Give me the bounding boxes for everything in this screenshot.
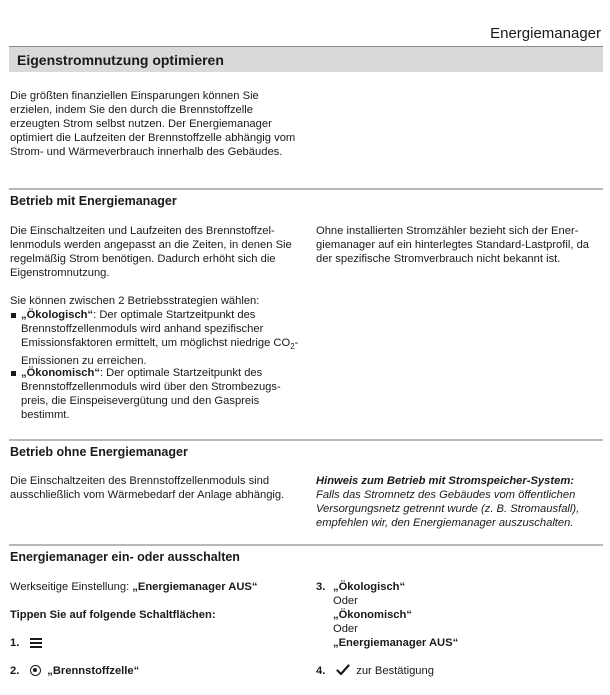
- bullet-icon: [11, 313, 16, 318]
- divider: [9, 544, 603, 546]
- list-item-oekonomisch: [10, 366, 300, 422]
- bestaetigung-label: zur Bestätigung: [356, 665, 434, 677]
- hinweis-box: [316, 474, 602, 530]
- step-4: [316, 664, 434, 678]
- divider: [9, 439, 603, 441]
- werks-value: „Energiemanager AUS“: [132, 581, 258, 593]
- step-number: 4.: [316, 665, 326, 677]
- oekologisch-text-end: -Emissionen zu erreichen.: [21, 337, 299, 368]
- step-number: 3.: [316, 581, 326, 593]
- strategien-intro: Sie können zwischen 2 Betriebsstrategien wählen:: [10, 295, 260, 307]
- step-3-options: [333, 580, 533, 650]
- oekologisch-label: „Ökologisch“: [21, 309, 94, 321]
- check-icon[interactable]: [336, 664, 350, 676]
- list-item-oekologisch: [10, 308, 300, 368]
- step-3: [316, 580, 459, 649]
- co2-subscript: 2: [290, 342, 295, 352]
- option-energiemanager-aus: „Energiemanager AUS“: [333, 637, 459, 649]
- betrieb-ohne-paragraph: Die Einschaltzeiten des Brennstoffzellenmoduls sind ausschließlich vom Wärmebedarf der Anlage abhängig.: [10, 475, 285, 501]
- heading-schalten: Energiemanager ein- oder ausschalten: [10, 550, 240, 564]
- bullet-icon: [11, 371, 16, 376]
- hinweis-text: Falls das Stromnetz des Gebäudes vom öffentlichen Versorgungsnetz getrennt wurde (z. B. Stromausfall), empfehlen wir, den Energiemanager auszuschalten.: [316, 489, 580, 529]
- step-2: [10, 664, 139, 678]
- oder-text: Oder: [333, 623, 358, 635]
- divider: [9, 188, 603, 190]
- step-number: 1.: [10, 637, 20, 649]
- menu-icon[interactable]: [30, 638, 42, 647]
- section-banner: [9, 46, 603, 72]
- step-number: 2.: [10, 665, 20, 677]
- option-oekologisch: „Ökologisch“: [333, 581, 406, 593]
- fuel-cell-icon[interactable]: [30, 665, 41, 676]
- werkseitige-einstellung: [10, 580, 298, 594]
- heading-betrieb-mit: Betrieb mit Energiemanager: [10, 194, 177, 208]
- intro-paragraph: Die größten finanziellen Einsparungen können Sie erzielen, indem Sie den durch die Brennstoffzelle erzeugten Strom selbst nutzen. Der Energiemanager optimiert die Laufzeiten der Brennstoffzelle abhängig vom Strom- und Wärmeverbrauch innerhalb des Gebäudes.: [10, 90, 296, 158]
- oekologisch-text: : Der optimale Startzeitpunkt des Brennstoffzellenmoduls wird anhand spezifischer Emissionsfaktoren ermittelt, um möglichst niedrige CO: [21, 309, 291, 349]
- step-1: [10, 636, 42, 650]
- betrieb-mit-paragraph: Die Einschaltzeiten und Laufzeiten des Brennstoffzellenmoduls werden angepasst an die Zeiten, in denen Sie regelmäßig Strom benötigen. Dadurch erhöht sich die Eigenstromnutzung.: [10, 225, 292, 279]
- page-header-title: Energiemanager: [490, 25, 601, 42]
- option-oekonomisch: „Ökonomisch“: [333, 609, 412, 621]
- stromzaehler-paragraph: Ohne installierten Stromzähler bezieht sich der Energiemanager auf ein hinterlegtes Standard-Lastprofil, da der spezifische Stromverbrauch nicht bekannt ist.: [316, 225, 590, 265]
- werks-label: Werkseitige Einstellung:: [10, 581, 133, 593]
- heading-betrieb-ohne: Betrieb ohne Energiemanager: [10, 445, 188, 459]
- oekonomisch-text: : Der optimale Startzeitpunkt des Brennstoffzellenmoduls wird über den Strombezugspreis, die Einspeisevergütung und den Gaspreis bestimmt.: [21, 367, 281, 421]
- oder-text: Oder: [333, 595, 358, 607]
- hinweis-title: Hinweis zum Betrieb mit Stromspeicher-System:: [316, 475, 575, 487]
- tippen-instruction: Tippen Sie auf folgende Schaltflächen:: [10, 609, 216, 621]
- section-title: Eigenstromnutzung optimieren: [17, 52, 224, 68]
- oekonomisch-label: „Ökonomisch“: [21, 367, 100, 379]
- brennstoffzelle-label: „Brennstoffzelle“: [47, 665, 140, 677]
